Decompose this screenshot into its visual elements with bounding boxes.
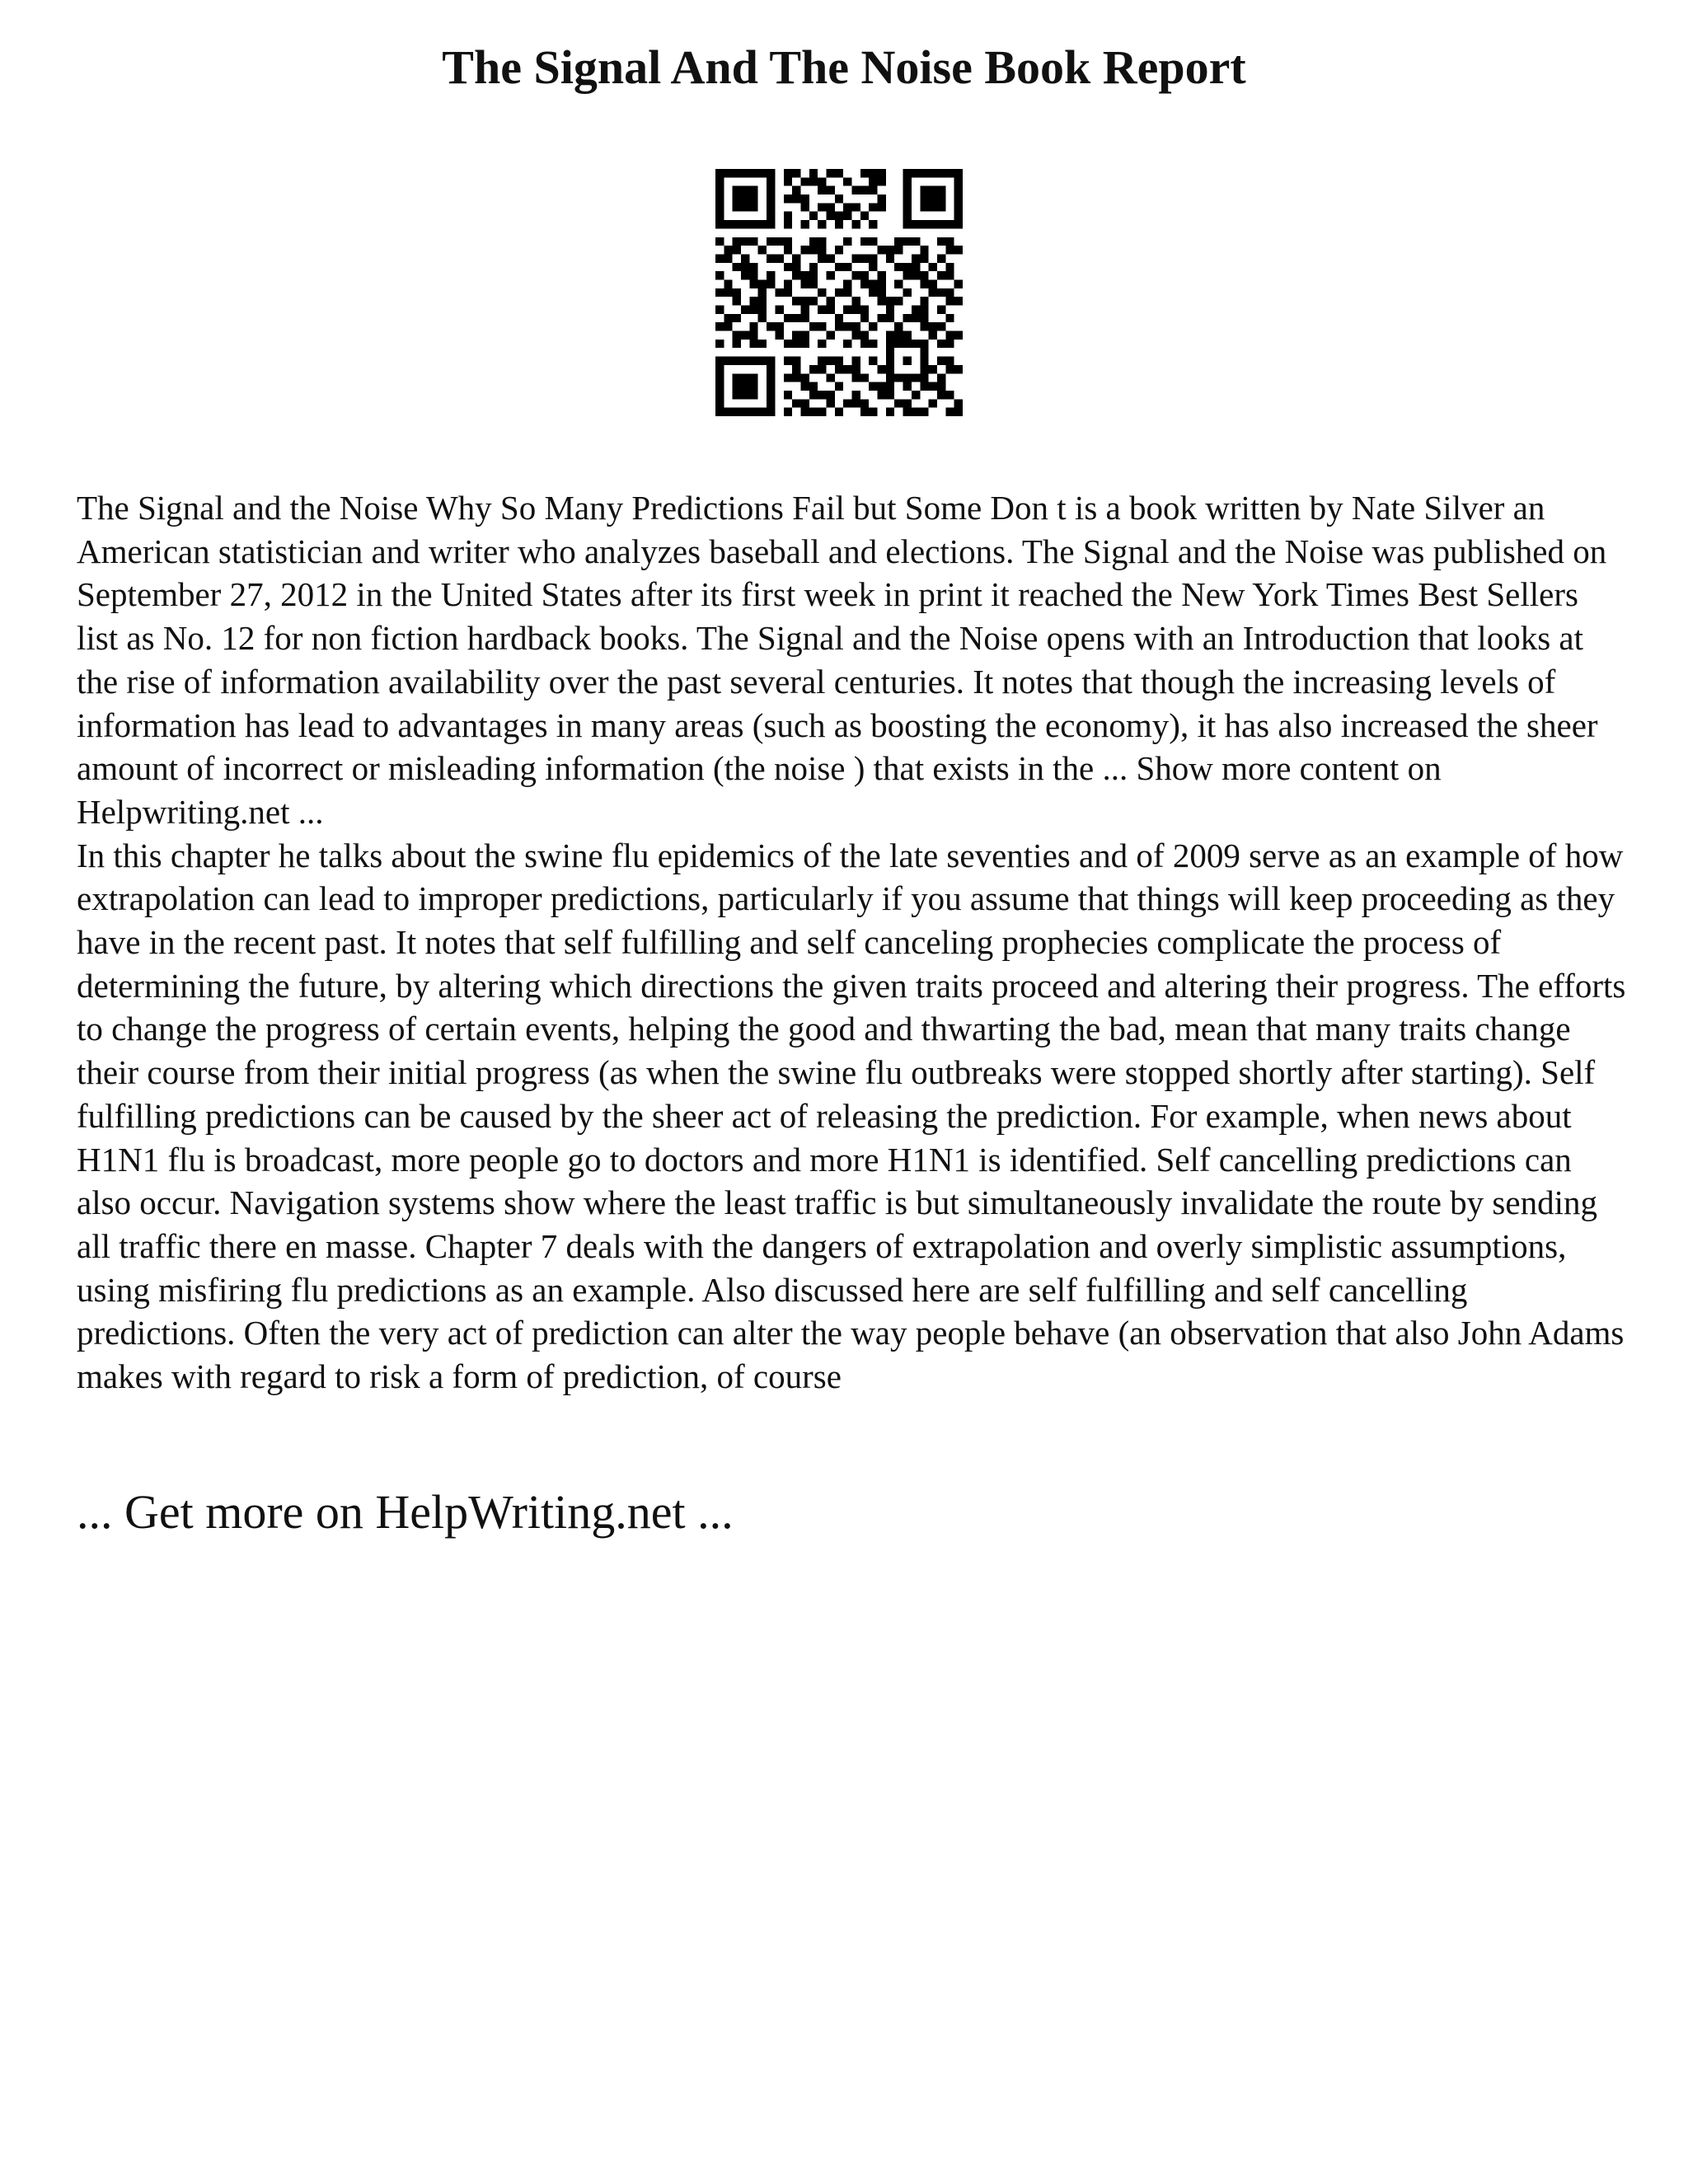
report-paragraph-2: In this chapter he talks about the swine flu epidemics of the late seventies and of 2009 serve as an example of how extrapolation can lead to improper predictions, particularly if you assume that things will keep proceeding as they have in the recent past. It notes that self fulfilling and self canceling prophecies complicate the process of determining the future, by altering which directions the given traits proceed and altering their progress. The efforts to change the progress of certain events, helping the good and thwarting the bad, mean that many traits change their course from their initial progress (as when the swine flu outbreaks were stopped shortly after starting). Self fulfilling predictions can be caused by the sheer act of releasing the prediction. For example, when news about H1N1 flu is broadcast, more people go to doctors and more H1N1 is identified. Self cancelling predictions can also occur. Navigation systems show where the least traffic is but simultaneously invalidate the route by sending all traffic there en masse. Chapter 7 deals with the dangers of extrapolation and overly simplistic assumptions, using misfiring flu predictions as an example. Also discussed here are self fulfilling and self cancelling predictions. Often the very act of prediction can alter the way people behave (an observation that also John Adams makes with regard to risk a form of prediction, of course [77, 836, 1626, 1396]
get-more-link[interactable]: ... Get more on HelpWriting.net ... [77, 1485, 734, 1539]
report-body [77, 486, 1626, 1399]
page-title: The Signal And The Noise Book Report [442, 40, 1246, 94]
report-paragraph-1: The Signal and the Noise Why So Many Predictions Fail but Some Don t is a book written by Nate Silver an American statistician and writer who analyzes baseball and elections. The Signal and the Noise was published on September 27, 2012 in the United States after its first week in print it reached the New York Times Best Sellers list as No. 12 for non fiction hardback books. The Signal and the Noise opens with an Introduction that looks at the rise of information availability over the past several centuries. It notes that though the increasing levels of information has lead to advantages in many areas (such as boosting the economy), it has also increased the sheer amount of incorrect or misleading information (the noise ) that exists in the ... Show more content on Helpwriting.net ... [77, 489, 1607, 831]
qr-code-icon[interactable] [715, 169, 963, 416]
